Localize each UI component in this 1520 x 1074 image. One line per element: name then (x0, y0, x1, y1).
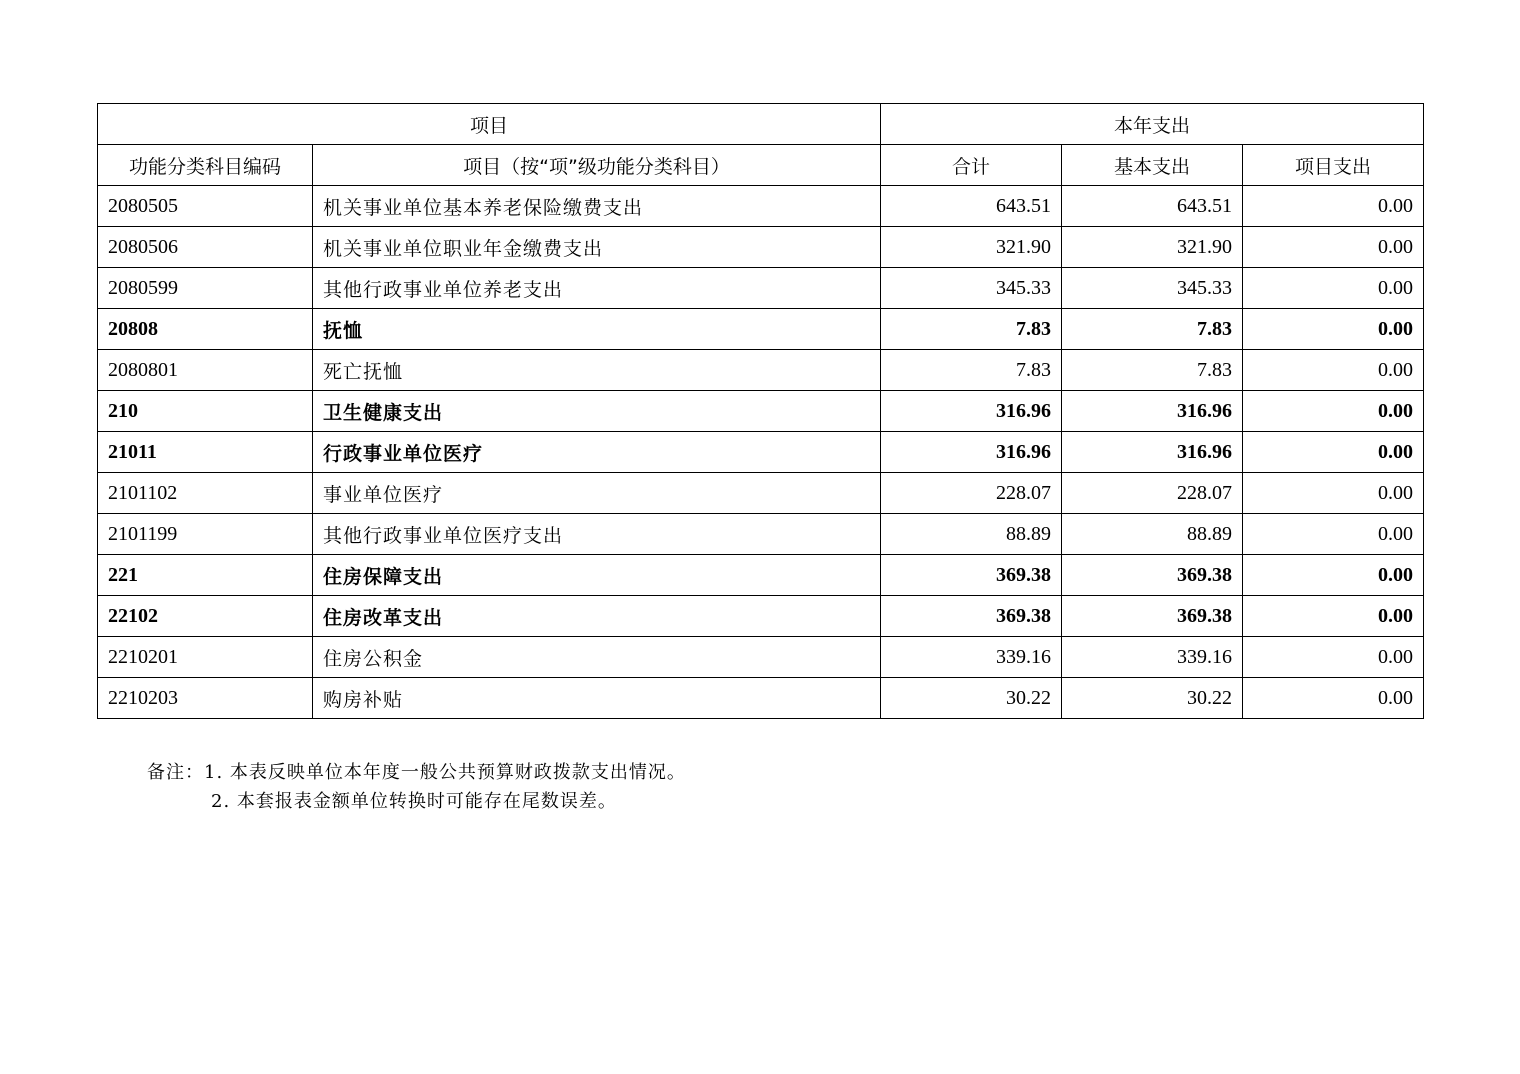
cell-basic: 30.22 (1062, 678, 1243, 719)
cell-code: 21011 (98, 432, 313, 473)
cell-basic: 228.07 (1062, 473, 1243, 514)
expenditure-table (97, 103, 1424, 719)
cell-name: 其他行政事业单位养老支出 (313, 268, 881, 309)
header-row-1 (98, 104, 1424, 145)
cell-total: 228.07 (881, 473, 1062, 514)
table-row (98, 432, 1424, 473)
cell-code: 22102 (98, 596, 313, 637)
table-row (98, 555, 1424, 596)
table-row (98, 678, 1424, 719)
cell-name: 死亡抚恤 (313, 350, 881, 391)
table-body (98, 186, 1424, 719)
cell-name: 抚恤 (313, 309, 881, 350)
table-row (98, 596, 1424, 637)
cell-code: 2210203 (98, 678, 313, 719)
cell-project: 0.00 (1243, 268, 1424, 309)
cell-project: 0.00 (1243, 514, 1424, 555)
cell-basic: 369.38 (1062, 596, 1243, 637)
cell-code: 20808 (98, 309, 313, 350)
cell-total: 7.83 (881, 350, 1062, 391)
cell-total: 369.38 (881, 596, 1062, 637)
table-row (98, 309, 1424, 350)
cell-total: 339.16 (881, 637, 1062, 678)
cell-name: 事业单位医疗 (313, 473, 881, 514)
cell-basic: 316.96 (1062, 432, 1243, 473)
cell-project: 0.00 (1243, 678, 1424, 719)
cell-total: 30.22 (881, 678, 1062, 719)
cell-name: 机关事业单位基本养老保险缴费支出 (313, 186, 881, 227)
header-name: 项目（按“项”级功能分类科目） (313, 145, 881, 186)
cell-basic: 369.38 (1062, 555, 1243, 596)
cell-project: 0.00 (1243, 350, 1424, 391)
cell-code: 221 (98, 555, 313, 596)
table-row (98, 473, 1424, 514)
table-row (98, 391, 1424, 432)
table-row (98, 350, 1424, 391)
cell-code: 2080505 (98, 186, 313, 227)
cell-total: 345.33 (881, 268, 1062, 309)
table-row (98, 637, 1424, 678)
cell-basic: 321.90 (1062, 227, 1243, 268)
cell-total: 316.96 (881, 432, 1062, 473)
cell-code: 2080801 (98, 350, 313, 391)
header-basic: 基本支出 (1062, 145, 1243, 186)
cell-basic: 345.33 (1062, 268, 1243, 309)
cell-code: 2080506 (98, 227, 313, 268)
cell-name: 住房公积金 (313, 637, 881, 678)
cell-project: 0.00 (1243, 596, 1424, 637)
header-project: 项目支出 (1243, 145, 1424, 186)
cell-basic: 88.89 (1062, 514, 1243, 555)
cell-code: 210 (98, 391, 313, 432)
cell-total: 7.83 (881, 309, 1062, 350)
cell-code: 2080599 (98, 268, 313, 309)
cell-project: 0.00 (1243, 391, 1424, 432)
cell-project: 0.00 (1243, 227, 1424, 268)
cell-project: 0.00 (1243, 555, 1424, 596)
notes (147, 758, 686, 816)
table-row (98, 227, 1424, 268)
cell-basic: 643.51 (1062, 186, 1243, 227)
note-line-2: 2. 本套报表金额单位转换时可能存在尾数误差。 (211, 791, 617, 812)
cell-basic: 7.83 (1062, 309, 1243, 350)
cell-total: 321.90 (881, 227, 1062, 268)
cell-basic: 339.16 (1062, 637, 1243, 678)
cell-name: 购房补贴 (313, 678, 881, 719)
cell-name: 行政事业单位医疗 (313, 432, 881, 473)
header-item: 项目 (98, 104, 881, 145)
cell-project: 0.00 (1243, 473, 1424, 514)
header-row-2 (98, 145, 1424, 186)
cell-name: 机关事业单位职业年金缴费支出 (313, 227, 881, 268)
cell-total: 369.38 (881, 555, 1062, 596)
table-row (98, 186, 1424, 227)
cell-code: 2101199 (98, 514, 313, 555)
cell-name: 其他行政事业单位医疗支出 (313, 514, 881, 555)
cell-basic: 7.83 (1062, 350, 1243, 391)
cell-name: 住房保障支出 (313, 555, 881, 596)
cell-code: 2210201 (98, 637, 313, 678)
header-current-year: 本年支出 (881, 104, 1424, 145)
cell-total: 88.89 (881, 514, 1062, 555)
cell-name: 卫生健康支出 (313, 391, 881, 432)
table-row (98, 514, 1424, 555)
cell-basic: 316.96 (1062, 391, 1243, 432)
header-total: 合计 (881, 145, 1062, 186)
cell-name: 住房改革支出 (313, 596, 881, 637)
cell-project: 0.00 (1243, 186, 1424, 227)
cell-code: 2101102 (98, 473, 313, 514)
note-line-1: 备注：1. 本表反映单位本年度一般公共预算财政拨款支出情况。 (147, 762, 686, 783)
cell-project: 0.00 (1243, 432, 1424, 473)
cell-project: 0.00 (1243, 309, 1424, 350)
cell-project: 0.00 (1243, 637, 1424, 678)
header-code: 功能分类科目编码 (98, 145, 313, 186)
cell-total: 316.96 (881, 391, 1062, 432)
cell-total: 643.51 (881, 186, 1062, 227)
table-row (98, 268, 1424, 309)
